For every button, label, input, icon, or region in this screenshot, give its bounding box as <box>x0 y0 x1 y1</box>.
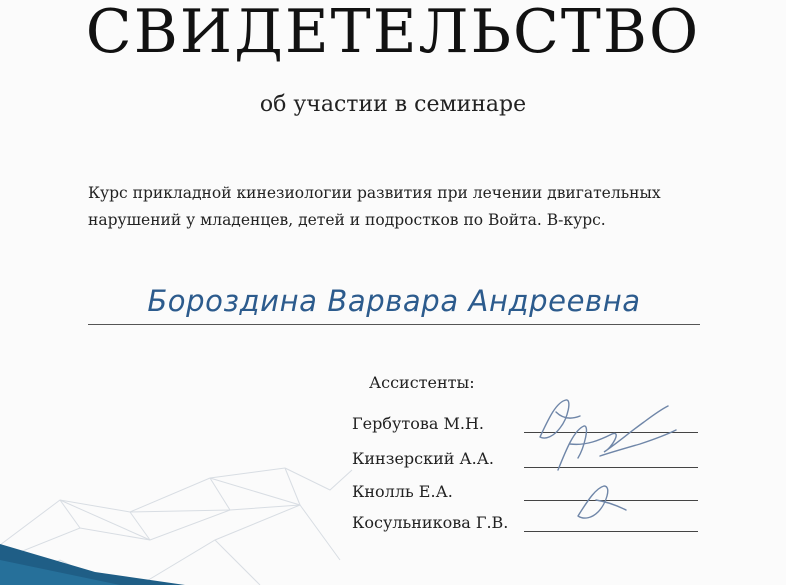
assistant-row <box>352 449 702 473</box>
signature-line <box>524 500 698 501</box>
assistant-row <box>352 414 702 438</box>
assistants-heading: Ассистенты: <box>369 373 475 392</box>
signature-line <box>524 432 698 433</box>
assistant-row <box>352 513 702 537</box>
participant-name: Бороздина Варвара Андреевна <box>147 284 641 318</box>
assistant-name: Кнолль Е.А. <box>352 482 453 501</box>
assistant-name: Гербутова М.Н. <box>352 414 484 433</box>
certificate-subtitle: об участии в семинаре <box>259 92 527 117</box>
signature-line <box>524 531 698 532</box>
certificate-title: СВИДЕТЕЛЬСТВО <box>85 0 701 67</box>
assistant-row <box>352 482 702 506</box>
participant-name-underline <box>88 324 700 325</box>
assistant-name: Косульникова Г.В. <box>352 513 509 532</box>
course-description <box>88 180 728 234</box>
signature-line <box>524 467 698 468</box>
course-line-2: нарушений у младенцев, детей и подростков по Войта. В-курс. <box>88 211 606 229</box>
assistant-name: Кинзерский А.А. <box>352 449 494 468</box>
course-line-1: Курс прикладной кинезиологии развития при лечении двигательных <box>88 184 661 202</box>
